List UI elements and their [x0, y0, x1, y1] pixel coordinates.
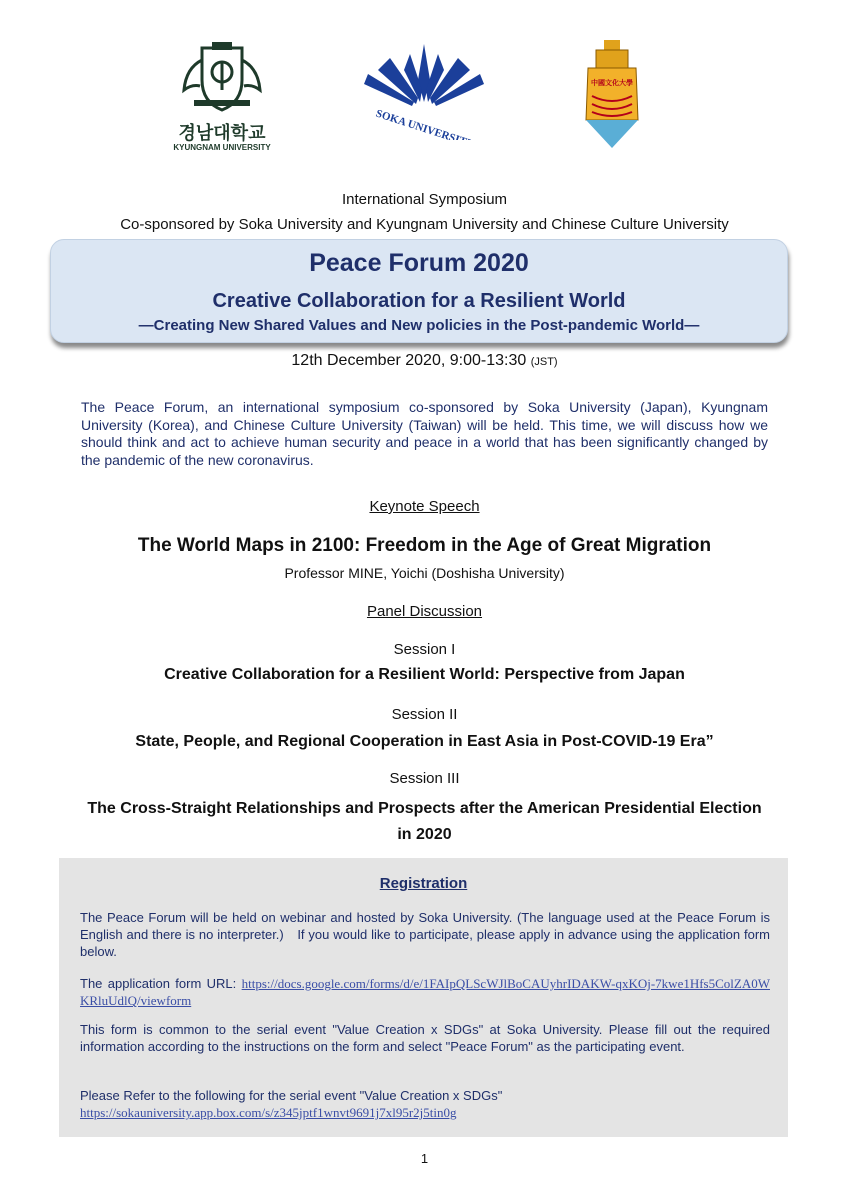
kyungnam-korean-name: 경남대학교 — [178, 123, 266, 143]
registration-paragraph-3: This form is common to the serial event "Value Creation x SDGs" at Soka University. Please fill out the required information according to the instructions on the form and select "Peace Forum" as the participating event. — [80, 1022, 770, 1054]
soka-university-logo — [364, 40, 484, 145]
page-number: 1 — [420, 1151, 429, 1166]
svg-text:中國文化大學: 中國文化大學 — [591, 79, 633, 87]
event-date-text: 12th December 2020, 9:00-13:30 — [291, 352, 531, 369]
session-2-title: State, People, and Regional Cooperation in East Asia in Post-COVID-19 Era” — [135, 733, 714, 750]
kyungnam-english-name: KYUNGNAM UNIVERSITY — [173, 143, 271, 152]
intro-paragraph: The Peace Forum, an international symposium co-sponsored by Soka University (Japan), Kyungnam University (Korea), and Chinese Culture University (Taiwan) will be held. This time, we will discuss how we should think and act to achieve human security and peace in a world that has been significantly changed by the pandemic of the new coronavirus. — [81, 399, 768, 468]
event-timezone: (JST) — [530, 356, 558, 368]
keynote-speaker: Professor MINE, Yoichi (Doshisha University) — [284, 565, 565, 581]
application-form-label: The application form URL: — [80, 976, 242, 991]
session-3-label: Session III — [389, 770, 460, 787]
logo-row — [0, 40, 849, 152]
session-2-label: Session II — [391, 706, 458, 723]
event-date — [0, 352, 849, 370]
registration-paragraph-1: The Peace Forum will be held on webinar and hosted by Soka University. (The language used at the Peace Forum is English and there is no interpreter.) If you would like to participate, please apply in advance using the application form below. — [80, 910, 770, 959]
ccu-bell-emblem-icon — [582, 40, 642, 150]
svg-text:SOKA UNIVERSITY: SOKA UNIVERSITY — [374, 107, 476, 140]
serial-event-link[interactable]: https://sokauniversity.app.box.com/s/z345jptf1wnvt9691j7xl95r2j5tin0g — [80, 1105, 457, 1120]
title-banner — [50, 239, 788, 343]
symposium-label: International Symposium — [341, 191, 508, 208]
soka-emblem-icon — [364, 40, 484, 140]
keynote-heading: Keynote Speech — [369, 498, 480, 515]
kyungnam-university-logo — [172, 40, 272, 152]
co-sponsor-line: Co-sponsored by Soka University and Kyungnam University and Chinese Culture University — [120, 216, 729, 233]
registration-box — [59, 858, 788, 1137]
forum-subtitle: Creative Collaboration for a Resilient World — [212, 290, 626, 312]
serial-event-text: Please Refer to the following for the serial event "Value Creation x SDGs" — [80, 1088, 503, 1103]
registration-paragraph-2 — [80, 975, 770, 1009]
forum-title: Peace Forum 2020 — [309, 249, 529, 277]
application-form-link[interactable]: https://docs.google.com/forms/d/e/1FAIpQLScWJlBoCAUyhrIDAKW-qxKOj-7kwe1Hfs5ColZA0WKRluUdlQ/viewform — [80, 976, 770, 1008]
session-3-title-text: The Cross-Straight Relationships and Prospects after the American Presidential Election in 2020 — [87, 800, 762, 843]
session-1-title: Creative Collaboration for a Resilient World: Perspective from Japan — [164, 666, 685, 683]
registration-title: Registration — [379, 875, 468, 892]
chinese-culture-university-logo — [582, 40, 642, 155]
keynote-title: The World Maps in 2100: Freedom in the Age of Great Migration — [137, 535, 712, 556]
forum-subtitle-secondary: —Creating New Shared Values and New policies in the Post-pandemic World— — [138, 317, 700, 334]
panel-heading: Panel Discussion — [366, 603, 483, 620]
session-3-title — [0, 796, 849, 848]
registration-paragraph-4 — [80, 1087, 770, 1121]
kyungnam-emblem-icon — [172, 40, 272, 118]
session-1-label: Session I — [393, 641, 456, 658]
